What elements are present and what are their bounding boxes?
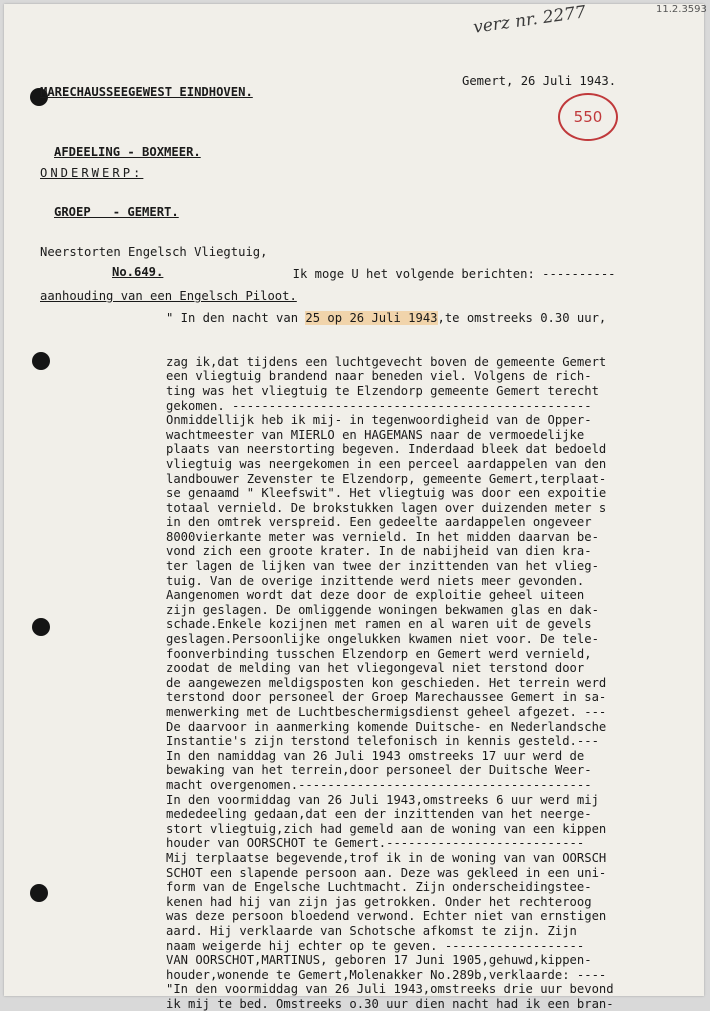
body-line: gekomen. ------------------------------------------------- xyxy=(166,398,592,413)
letter-date: Gemert, 26 Juli 1943. xyxy=(462,74,617,88)
punch-hole xyxy=(30,884,48,902)
body-line-end: ,te omstreeks 0.30 uur, xyxy=(437,310,607,325)
subject-title: ONDERWERP: xyxy=(40,166,144,181)
handwritten-archive-reference: verz nr. 2277 xyxy=(472,2,588,38)
body-line: se genaamd " Kleefswit". Het vliegtuig was door een expoitie xyxy=(166,486,607,501)
subject-line: aanhouding van een Engelsch Piloot. xyxy=(40,288,297,303)
body-line-start: " In den nacht van xyxy=(166,310,306,325)
letterhead-number: No.649. xyxy=(112,265,164,279)
highlighted-date: 25 op 26 Juli 1943 xyxy=(305,310,438,325)
body-line: schade.Enkele kozijnen met ramen en al waren uit de gevels xyxy=(166,617,592,632)
circled-number-stamp xyxy=(558,93,618,141)
body-intro: Ik moge U het volgende berichten: ---------- xyxy=(278,267,616,282)
body-line: wachtmeester van MIERLO en HAGEMANS naar de vermoedelijke xyxy=(166,427,585,442)
body-line: Instantie's zijn terstond telefonisch in kennis gesteld.--- xyxy=(166,734,599,749)
letter-body xyxy=(166,238,616,1011)
handwritten-top-number: 11.2.3593 xyxy=(656,4,707,15)
body-line: geslagen.Persoonlijke ongelukken kwamen niet voor. De tele- xyxy=(166,632,599,647)
letterhead-line: MARECHAUSSEEGEWEST EINDHOVEN. xyxy=(40,85,253,99)
body-line: vond zich een groote krater. In de nabijheid van dien kra- xyxy=(166,544,592,559)
body-line: Mij terplaatse begevende,trof ik in de woning van van OORSCH xyxy=(166,850,607,865)
punch-hole xyxy=(32,618,50,636)
body-line: In den namiddag van 26 Juli 1943 omstreeks 17 uur werd de xyxy=(166,748,585,763)
body-line: in den omtrek verspreid. Een gedeelte aardappelen ongeveer xyxy=(166,515,592,530)
punch-hole xyxy=(32,352,50,370)
body-line: SCHOT een slapende persoon aan. Deze was gekleed in een uni- xyxy=(166,865,607,880)
body-line: zoodat de melding van het vliegongeval niet terstond door xyxy=(166,661,585,676)
body-line: VAN OORSCHOT,MARTINUS, geboren 17 Juni 1905,gehuwd,kippen- xyxy=(166,953,592,968)
body-line: ter lagen de lijken van twee der inzittenden van het vlieg- xyxy=(166,559,599,574)
body-line: landbouwer Zevenster te Elzendorp, gemeente Gemert,terplaat- xyxy=(166,471,607,486)
body-line: een vliegtuig brandend naar beneden viel. Volgens de rich- xyxy=(166,369,592,384)
body-line: stort vliegtuig,zich had gemeld aan de woning van een kippen xyxy=(166,821,607,836)
body-line: ting was het vliegtuig te Elzendorp gemeente Gemert terecht xyxy=(166,383,599,398)
body-line: De daarvoor in aanmerking komende Duitsche- en Nederlandsche xyxy=(166,719,607,734)
circled-number: 550 xyxy=(573,108,603,126)
body-line: plaats van neerstorting begeven. Inderdaad bleek dat bedoeld xyxy=(166,442,607,457)
body-line: was deze persoon bloedend verwond. Echter niet van ernstigen xyxy=(166,909,607,924)
body-line: bewaking van het terrein,door personeel der Duitsche Weer- xyxy=(166,763,592,778)
body-line: In den voormiddag van 26 Juli 1943,omstreeks 6 uur werd mij xyxy=(166,792,599,807)
body-line: menwerking met de Luchtbeschermigsdienst geheel afgezet. --- xyxy=(166,705,607,719)
subject-line: Neerstorten Engelsch Vliegtuig, xyxy=(40,245,268,260)
body-line: Onmiddellijk heb ik mij- in tegenwoordigheid van de Opper- xyxy=(166,413,592,428)
body-line: "In den voormiddag van 26 Juli 1943,omstreeks drie uur bevond xyxy=(166,982,614,997)
body-line: Aangenomen wordt dat deze door de exploitie geheel uiteen xyxy=(166,588,585,603)
body-line: terstond door personeel der Groep Marechaussee Gemert in sa- xyxy=(166,690,607,705)
letterhead-line: GROEP - GEMERT. xyxy=(54,205,179,219)
body-line: mededeeling gedaan,dat een der inzittenden van het neerge- xyxy=(166,807,592,822)
body-line: de aangewezen meldigsposten kon geschieden. Het terrein werd xyxy=(166,675,607,690)
body-line: zag ik,dat tijdens een luchtgevecht boven de gemeente Gemert xyxy=(166,354,607,369)
body-line xyxy=(166,311,616,326)
body-line: vliegtuig was neergekomen in een perceel aardappelen van den xyxy=(166,456,607,471)
body-line: ik mij te bed. Omstreeks o.30 uur dien nacht had ik een bran- xyxy=(166,996,614,1011)
body-line: 8000vierkante meter was vernield. In het midden daarvan be- xyxy=(166,529,599,544)
body-line: zijn geslagen. De omliggende woningen bekwamen glas en dak- xyxy=(166,602,599,617)
body-line: macht overgenomen.---------------------------------------- xyxy=(166,777,592,792)
body-line: aard. Hij verklaarde van Schotsche afkomst te zijn. Zijn xyxy=(166,923,577,938)
body-line: form van de Engelsche Luchtmacht. Zijn onderscheidingstee- xyxy=(166,880,592,895)
document-page xyxy=(4,2,707,1011)
body-line: tuig. Van de overige inzittende werd niets meer gevonden. xyxy=(166,573,585,588)
body-line: houder,wonende te Gemert,Molenakker No.289b,verklaarde: ---- xyxy=(166,967,607,982)
letterhead-line: AFDEELING - BOXMEER. xyxy=(54,145,201,159)
body-line: totaal vernield. De brokstukken lagen over duizenden meter s xyxy=(166,500,607,515)
body-line: houder van OORSCHOT te Gemert.--------------------------- xyxy=(166,836,585,851)
body-line: naam weigerde hij echter op te geven. ------------------- xyxy=(166,938,585,953)
body-line: foonverbinding tusschen Elzendorp en Gemert werd vernield, xyxy=(166,646,592,661)
body-line: kenen had hij van zijn jas getrokken. Onder het rechteroog xyxy=(166,894,592,909)
